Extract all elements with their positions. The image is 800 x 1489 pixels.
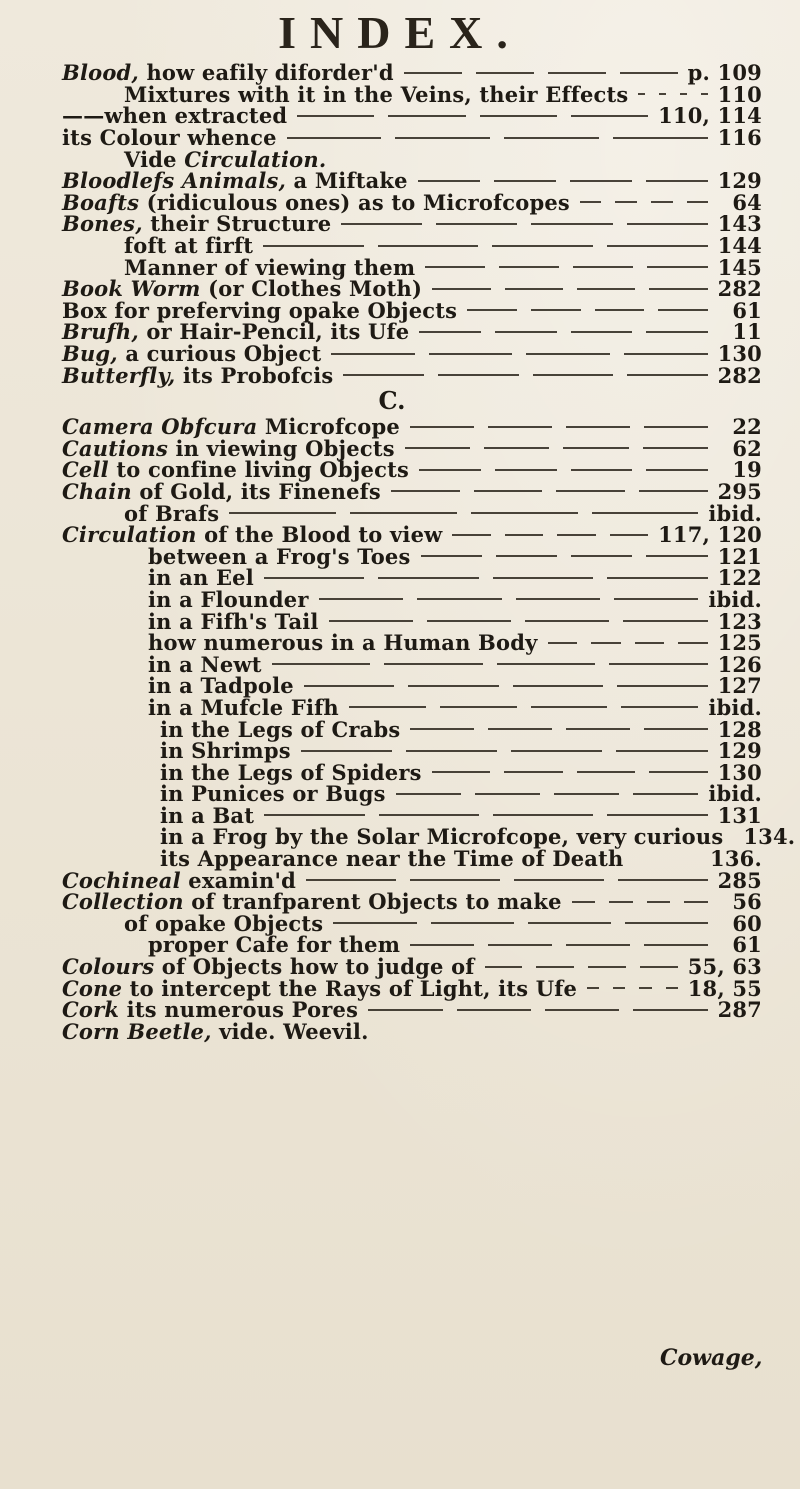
entry-body: of Gold, its Finenefs [131, 478, 381, 504]
entry-body: in a Fifh's Tail [148, 608, 319, 634]
page-number: 144 [717, 233, 762, 259]
leader-dashes [253, 245, 717, 247]
index-entry [62, 999, 762, 1021]
page-number: 122 [717, 565, 762, 591]
entry-text [160, 759, 422, 785]
index-entry [62, 632, 762, 654]
index-entry [62, 148, 762, 170]
page-number: 60 [732, 910, 762, 936]
page-number: 61 [732, 297, 762, 323]
leader-dashes [400, 728, 717, 730]
entry-body: (ridiculous ones) as to Microfcopes [139, 189, 570, 215]
leader-dashes [339, 706, 709, 708]
page-number: 55, 63 [687, 954, 762, 980]
page-number: p. 109 [687, 60, 762, 86]
entry-headword: Colours [62, 954, 155, 980]
entry-body: its Appearance near the Time of Death [160, 846, 624, 872]
leader-dashes [333, 374, 717, 376]
index-entry [62, 343, 762, 365]
entry-text [160, 802, 255, 828]
index-entry [62, 783, 762, 805]
entry-text [62, 522, 443, 548]
leader-dashes [319, 620, 718, 622]
entry-body: in Shrimps [160, 738, 291, 764]
leader-dashes [411, 555, 718, 557]
page-number: 61 [732, 932, 762, 958]
leader-dashes [538, 642, 718, 644]
page-number: 282 [717, 362, 762, 388]
entry-headword: Cochineal [62, 867, 181, 893]
entry-text [148, 694, 339, 720]
leader-dashes [323, 922, 718, 924]
leader-dashes [262, 663, 718, 665]
page-number: 143 [717, 211, 762, 237]
index-entry [62, 848, 762, 870]
entry-headword: Cautions [62, 435, 168, 461]
index-entry [62, 761, 762, 783]
index-entry [62, 977, 762, 999]
index-entry [62, 459, 762, 481]
page-number: 145 [717, 254, 762, 280]
entry-headword: Corn Beetle, [62, 1018, 212, 1044]
index-entry [62, 694, 762, 720]
entry-body: in a Mufcle Fifh [148, 694, 339, 720]
entry-text [62, 211, 332, 237]
entry-body: to confine living Objects [108, 457, 410, 483]
page-number: 110 [717, 81, 762, 107]
index-entry [62, 297, 762, 323]
page-number: 136. [710, 846, 762, 872]
index-entry [62, 740, 762, 762]
entry-body: its numerous Pores [119, 997, 359, 1023]
entry-text [62, 457, 410, 483]
entry-text [62, 889, 562, 915]
page-number: 127 [717, 673, 762, 699]
leader-dashes [409, 469, 718, 471]
page-number: 131 [717, 802, 762, 828]
entry-headword: Brufh, [62, 319, 139, 345]
entry-body: Manner of viewing them [124, 254, 416, 280]
entry-headword: Chain [62, 478, 132, 504]
entry-body: its Colour whence [62, 125, 277, 151]
entry-text [148, 608, 319, 634]
entry-text [160, 716, 401, 742]
entry-body: Microfcope [257, 414, 400, 440]
leader-dashes [254, 814, 717, 816]
leader-dashes [570, 201, 718, 203]
entry-text [148, 543, 411, 569]
leader-dashes [395, 447, 718, 449]
entry-headword: Cone [62, 975, 123, 1001]
page-number: 130 [717, 341, 762, 367]
entry-body: its Probofcis [175, 362, 334, 388]
entry-body: in the Legs of Spiders [160, 759, 422, 785]
entry-headword: Butterfly, [62, 362, 176, 388]
entry-text [160, 781, 386, 807]
index-entry [62, 956, 762, 978]
section-heading: C. [378, 386, 406, 416]
page-number: 282 [717, 276, 762, 302]
index-entry [62, 62, 762, 84]
page-number: 129 [717, 168, 762, 194]
entry-body: Box for preferving opake Objects [62, 297, 458, 323]
leader-dashes [408, 180, 718, 182]
index-entry [62, 235, 762, 257]
leader-dashes [358, 1009, 717, 1011]
entry-text [62, 414, 400, 440]
entry-text [62, 276, 423, 302]
entry-text [62, 362, 334, 388]
entry-body: a Miftake [286, 168, 408, 194]
entry-text [160, 824, 724, 850]
entry-text [148, 565, 254, 591]
entry-body: Vide [124, 146, 185, 172]
entry-headword: Bug, [62, 341, 118, 367]
page-number: 134. [743, 824, 796, 850]
page-number: 295 [717, 478, 762, 504]
entry-text [124, 146, 327, 172]
page-number: 121 [717, 543, 762, 569]
page-number: 129 [717, 738, 762, 764]
entry-body: of Objects how to judge of [154, 954, 475, 980]
entry-text [62, 435, 395, 461]
page-number: 117, 120 [658, 522, 762, 548]
index-entry [62, 910, 762, 936]
entry-text [62, 1018, 369, 1044]
entry-headword: Blood, [62, 60, 139, 86]
entry-text [124, 500, 220, 526]
index-entry [62, 435, 762, 461]
index-entry [62, 802, 762, 828]
index-entry [62, 321, 762, 343]
index-entry [62, 478, 762, 504]
entry-body: proper Cafe for them [148, 932, 401, 958]
page-number: 123 [717, 608, 762, 634]
entry-headword: Camera Obfcura [62, 414, 258, 440]
page-number: 56 [732, 889, 762, 915]
entry-body: in Punices or Bugs [160, 781, 386, 807]
entry-headword: Boafts [62, 189, 140, 215]
index-entry [62, 502, 762, 524]
entry-headword: Bones, [62, 211, 143, 237]
index-entry [62, 675, 762, 697]
entry-body: to intercept the Rays of Light, its Ufe [122, 975, 578, 1001]
entry-body: (or Clothes Moth) [200, 276, 423, 302]
entry-body: of opake Objects [124, 910, 324, 936]
page-number: 18, 55 [687, 975, 762, 1001]
entry-text [124, 233, 254, 259]
leader-dashes [475, 966, 688, 968]
index-entry [62, 1018, 762, 1044]
entry-headword: Circulation [62, 522, 197, 548]
entry-body: how eafily diforder'd [138, 60, 394, 86]
entry-body: between a Frog's Toes [148, 543, 411, 569]
leader-dashes [400, 426, 718, 428]
leader-dashes [415, 266, 717, 268]
entry-body: in a Tadpole [148, 673, 294, 699]
entry-body: their Structure [142, 211, 332, 237]
index-entries [62, 60, 796, 1044]
entry-text [62, 867, 296, 893]
entry-body: in a Newt [148, 651, 262, 677]
leader-dashes [457, 309, 718, 311]
entry-body: in viewing Objects [167, 435, 395, 461]
leader-dashes [321, 353, 717, 355]
entry-body: or Hair-Pencil, its Ufe [138, 319, 410, 345]
entry-body: how numerous in a Human Body [148, 630, 538, 656]
page-number: 19 [732, 457, 762, 483]
index-entry [62, 127, 762, 149]
leader-dashes [422, 771, 718, 773]
leader-dashes [409, 331, 718, 333]
index-entry [62, 934, 762, 956]
leader-dashes [562, 901, 718, 903]
index-entry [62, 524, 762, 546]
entry-body: ——when extracted [62, 103, 288, 129]
entry-headword: Book Worm [62, 276, 201, 302]
leader-dashes [381, 490, 718, 492]
entry-body: examin'd [180, 867, 296, 893]
entry-text [62, 125, 277, 151]
entry-body: foft at firft [124, 233, 254, 259]
entry-headword: Bloodlefs Animals, [62, 168, 287, 194]
entry-text [160, 738, 291, 764]
leader-dashes [386, 793, 709, 795]
page-number: 285 [717, 867, 762, 893]
leader-dashes [628, 93, 717, 95]
leader-dashes [331, 223, 717, 225]
index-entry [62, 545, 762, 567]
index-entry [62, 105, 762, 127]
leader-dashes [400, 944, 718, 946]
entry-body: in a Frog by the Solar Microfcope, very curious [160, 824, 724, 850]
entry-text [148, 651, 262, 677]
entry-headword: Cell [62, 457, 109, 483]
leader-dashes [254, 577, 718, 579]
index-entry [62, 278, 762, 300]
page-number: 62 [732, 435, 762, 461]
index-entry [62, 81, 762, 107]
index-entry [62, 567, 762, 589]
entry-headword: Collection [62, 889, 184, 915]
entry-text [62, 975, 578, 1001]
entry-body: in the Legs of Crabs [160, 716, 401, 742]
entry-text [148, 673, 294, 699]
index-entry [62, 256, 762, 278]
entry-text [62, 168, 408, 194]
entry-text [62, 103, 288, 129]
page-number: 64 [732, 189, 762, 215]
page-number: ibid. [708, 694, 762, 720]
entry-body: of tranfparent Objects to make [183, 889, 562, 915]
entry-text [148, 586, 309, 612]
entry-body: vide. Weevil. [211, 1018, 369, 1044]
page-number: ibid. [708, 781, 762, 807]
entry-text [148, 932, 401, 958]
entry-text [62, 297, 458, 323]
leader-dashes [219, 512, 708, 514]
page-number: 287 [717, 997, 762, 1023]
leader-dashes [291, 750, 718, 752]
entry-text [148, 630, 538, 656]
entry-body: in a Bat [160, 802, 255, 828]
leader-dashes [296, 879, 718, 881]
entry-text [62, 189, 570, 215]
page-number: 126 [717, 651, 762, 677]
entry-body: of Brafs [124, 500, 220, 526]
index-entry [62, 213, 762, 235]
index-entry [62, 170, 762, 192]
page-number: 11 [732, 319, 762, 345]
catchword: Cowage, [660, 1345, 763, 1371]
index-entry [62, 610, 762, 632]
entry-text [124, 254, 416, 280]
page-number: 125 [717, 630, 762, 656]
entry-text [62, 319, 410, 345]
leader-dashes [277, 137, 718, 139]
leader-dashes [422, 288, 717, 290]
entry-body: in an Eel [148, 565, 254, 591]
entry-body: of the Blood to view [196, 522, 443, 548]
entry-body: in a Flounder [148, 586, 309, 612]
page-number: 128 [717, 716, 762, 742]
entry-text [62, 997, 359, 1023]
index-entry [62, 189, 762, 215]
index-entry [62, 824, 796, 850]
page-number: 116 [717, 125, 762, 151]
index-entry [62, 586, 762, 612]
leader-dashes [309, 598, 709, 600]
entry-body: Mixtures with it in the Veins, their Effects [124, 81, 629, 107]
page-number: 130 [717, 759, 762, 785]
leader-dashes [442, 534, 658, 536]
page-title: INDEX. [278, 7, 522, 58]
entry-text [124, 81, 629, 107]
page-number: ibid. [708, 500, 762, 526]
leader-dashes [394, 72, 688, 74]
entry-text [160, 846, 624, 872]
entry-text [124, 910, 324, 936]
entry-headword: Circulation. [184, 146, 327, 172]
entry-headword: Cork [62, 997, 120, 1023]
index-entry [62, 891, 762, 913]
leader-dashes [577, 987, 688, 989]
page-number: 22 [732, 414, 762, 440]
index-entry [62, 869, 762, 891]
leader-dashes [287, 115, 658, 117]
index-entry [62, 364, 762, 386]
entry-text [62, 478, 381, 504]
page-number: ibid. [708, 586, 762, 612]
entry-text [62, 954, 475, 980]
entry-text [62, 60, 394, 86]
page-number: 110, 114 [658, 103, 762, 129]
index-entry [62, 653, 762, 675]
entry-body: a curious Object [117, 341, 322, 367]
index-entry [62, 416, 762, 438]
leader-dashes [294, 685, 718, 687]
entry-text [62, 341, 322, 367]
index-entry [62, 718, 762, 740]
